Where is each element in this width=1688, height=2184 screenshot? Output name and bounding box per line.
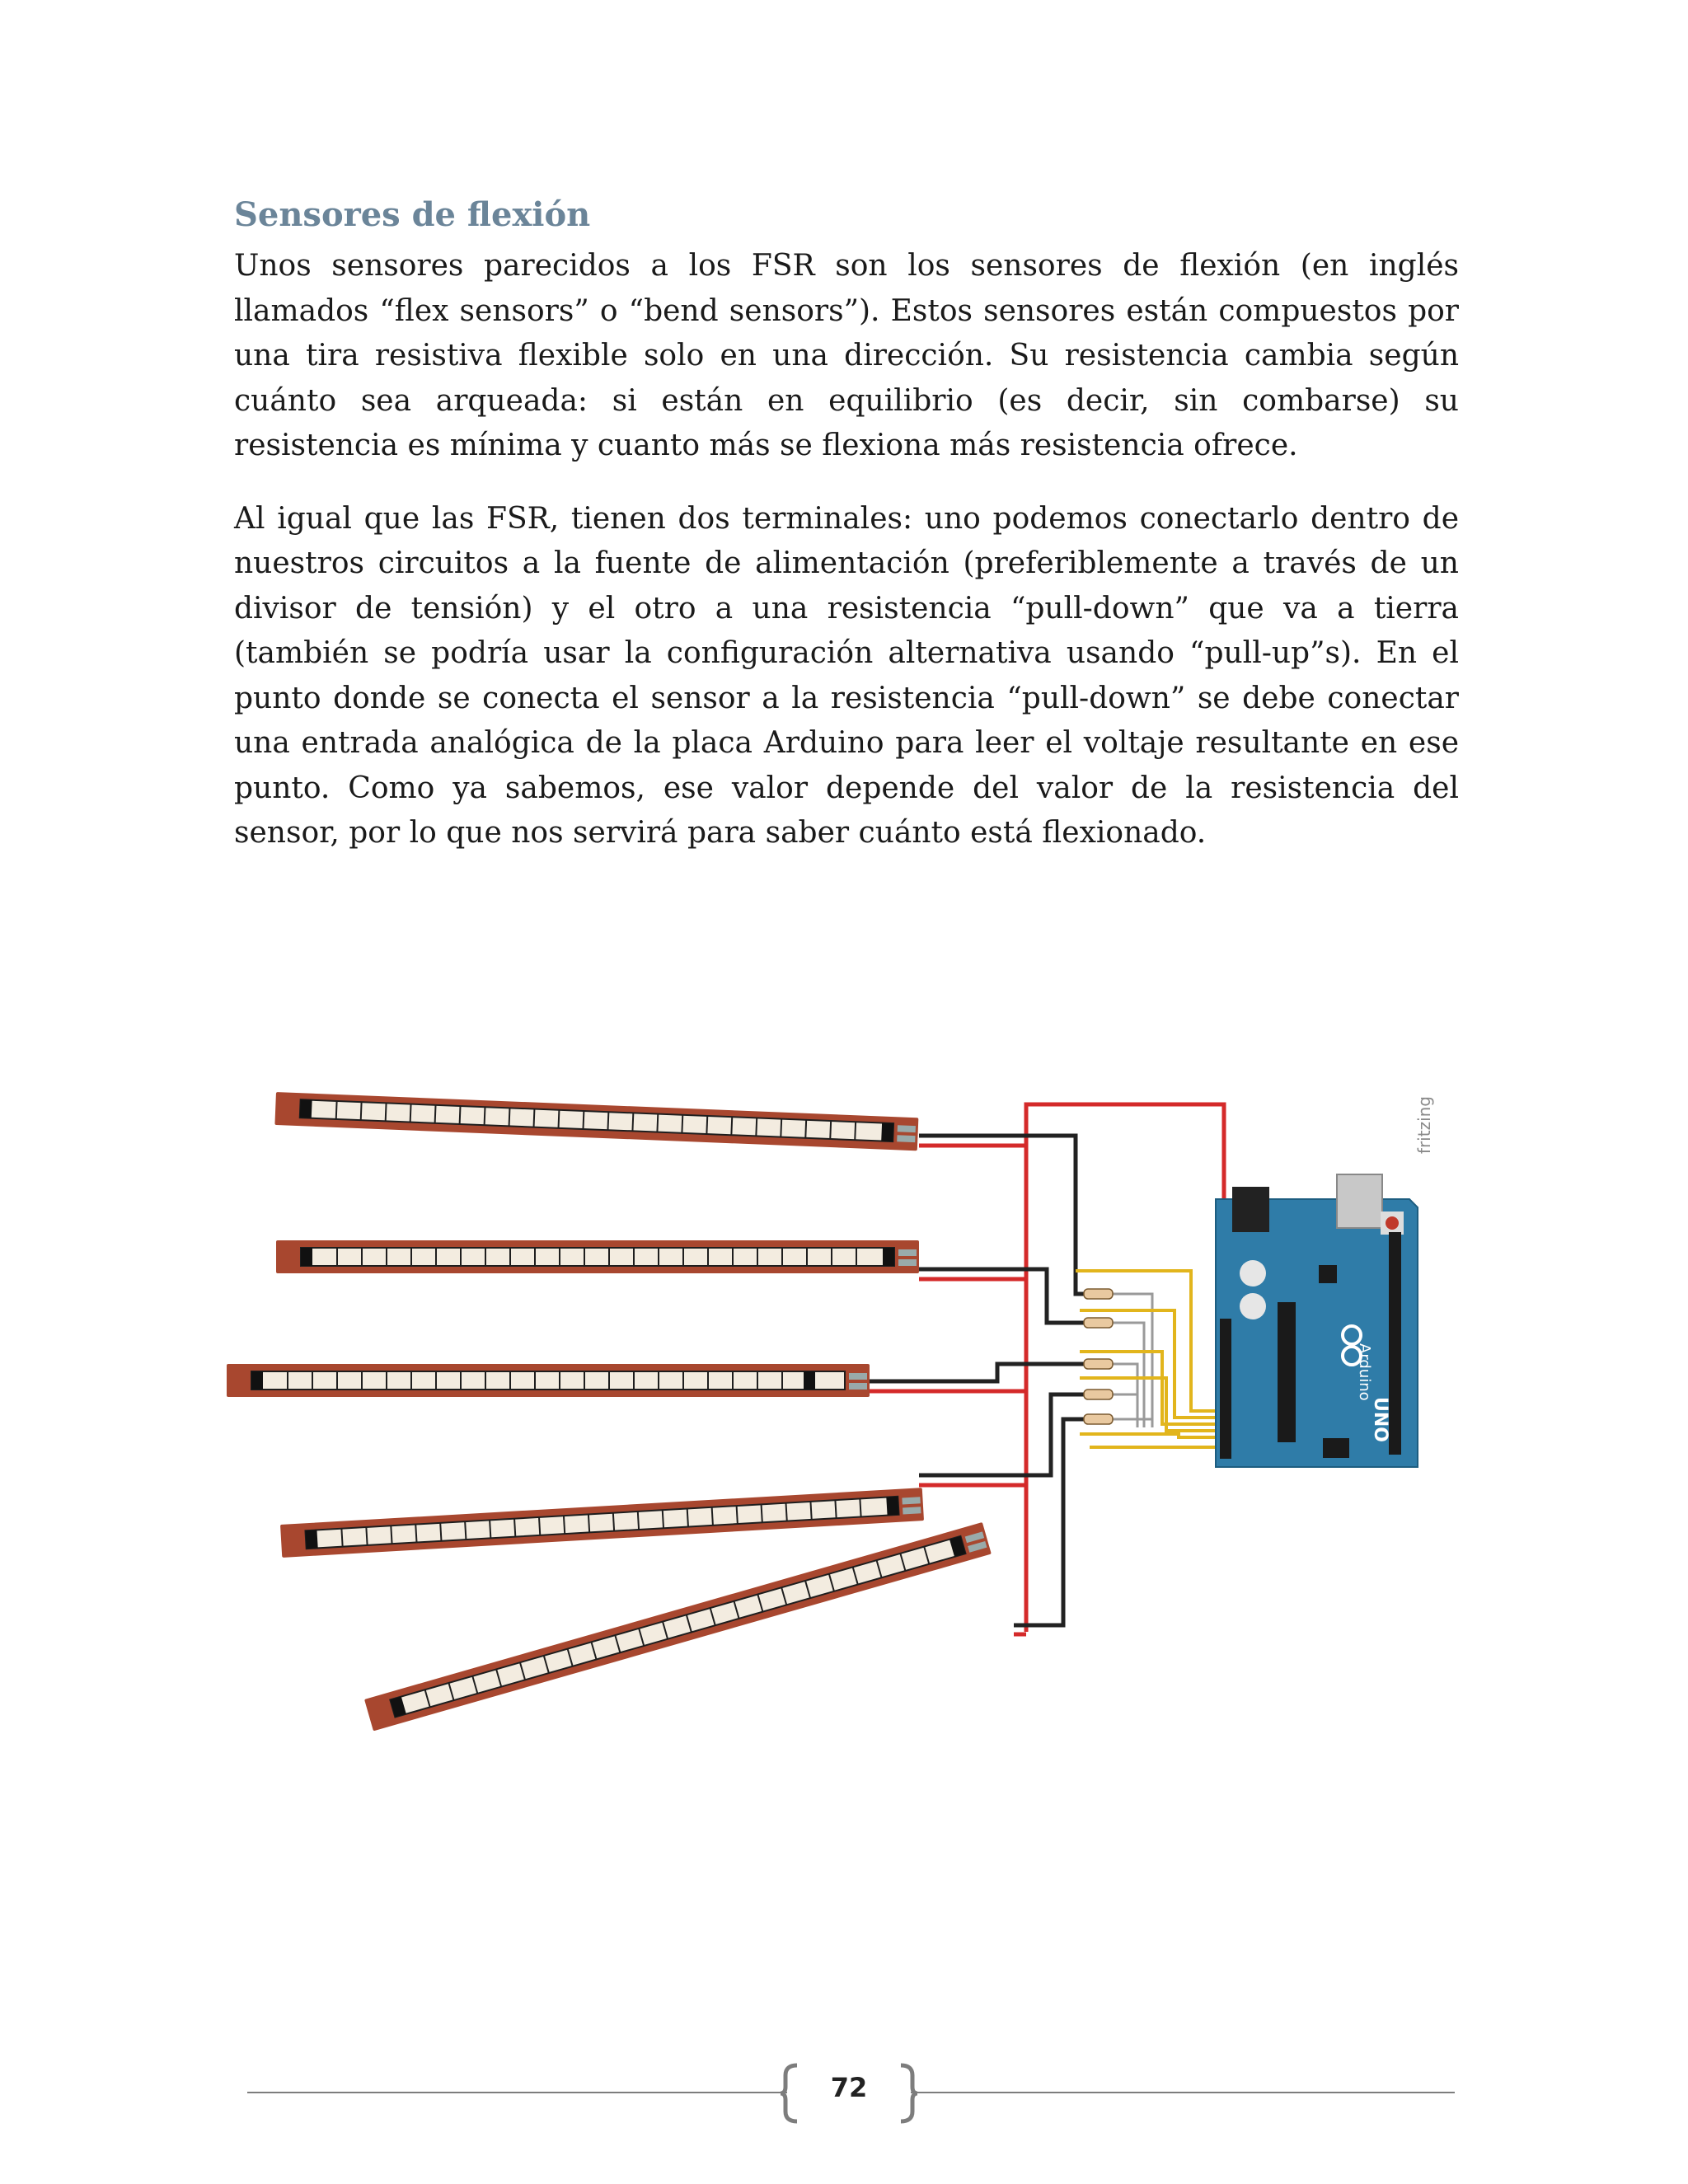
arduino-uno-board <box>1216 1174 1418 1467</box>
page-number: 72 <box>830 2072 868 2103</box>
page-content <box>234 191 1459 856</box>
board-model: UNO <box>1370 1397 1390 1442</box>
fritzing-watermark: fritzing <box>1414 1096 1434 1155</box>
left-bracket-icon <box>779 2060 804 2126</box>
flex-sensor-5 <box>364 1522 992 1731</box>
right-bracket-icon <box>894 2060 919 2126</box>
footer-rule-left <box>247 2092 787 2093</box>
footer-rule-right <box>911 2092 1455 2093</box>
ground-wires <box>1113 1294 1152 1427</box>
flex-sensor-3 <box>227 1364 870 1397</box>
flex-sensor-2 <box>276 1240 919 1273</box>
section-title: Sensores de flexión <box>234 195 591 234</box>
paragraph-2: Al igual que las FSR, tienen dos terminales: uno podemos conectarlo dentro de nuestros circuitos a la fuente de alimentación (preferiblemente a través de un divisor de tensión) y el otro a una resistencia “pull-down” que va a tierra (también se podría usar la configuración alternativa usando “pull-up”s). En el punto donde se conecta el sensor a la resistencia “pull-down” se debe conectar una entrada analógica de la placa Arduino para leer el voltaje resultante en ese punto. Como ya sabemos, ese valor depende del valor de la resistencia del sensor, por lo que nos servirá para saber cuánto está flexionado. <box>234 501 1459 850</box>
board-brand: Arduino <box>1356 1343 1373 1401</box>
page-footer <box>247 2060 1455 2126</box>
paragraph-1: Unos sensores parecidos a los FSR son los sensores de flexión (en inglés llamados “flex sensors” o “bend sensors”). Estos sensores están compuestos por una tira resistiva flexible solo en una dirección. Su resistencia cambia según cuánto sea arqueada: si están en equilibrio (es decir, sin combarse) su resistencia es mínima y cuanto más se flexiona más resistencia ofrece. <box>234 249 1459 462</box>
circuit-diagram <box>223 1071 1459 1747</box>
flex-sensor-circuit-figure <box>223 1071 1459 1747</box>
flex-sensor-4 <box>280 1488 924 1558</box>
flex-sensor-1 <box>274 1092 918 1151</box>
